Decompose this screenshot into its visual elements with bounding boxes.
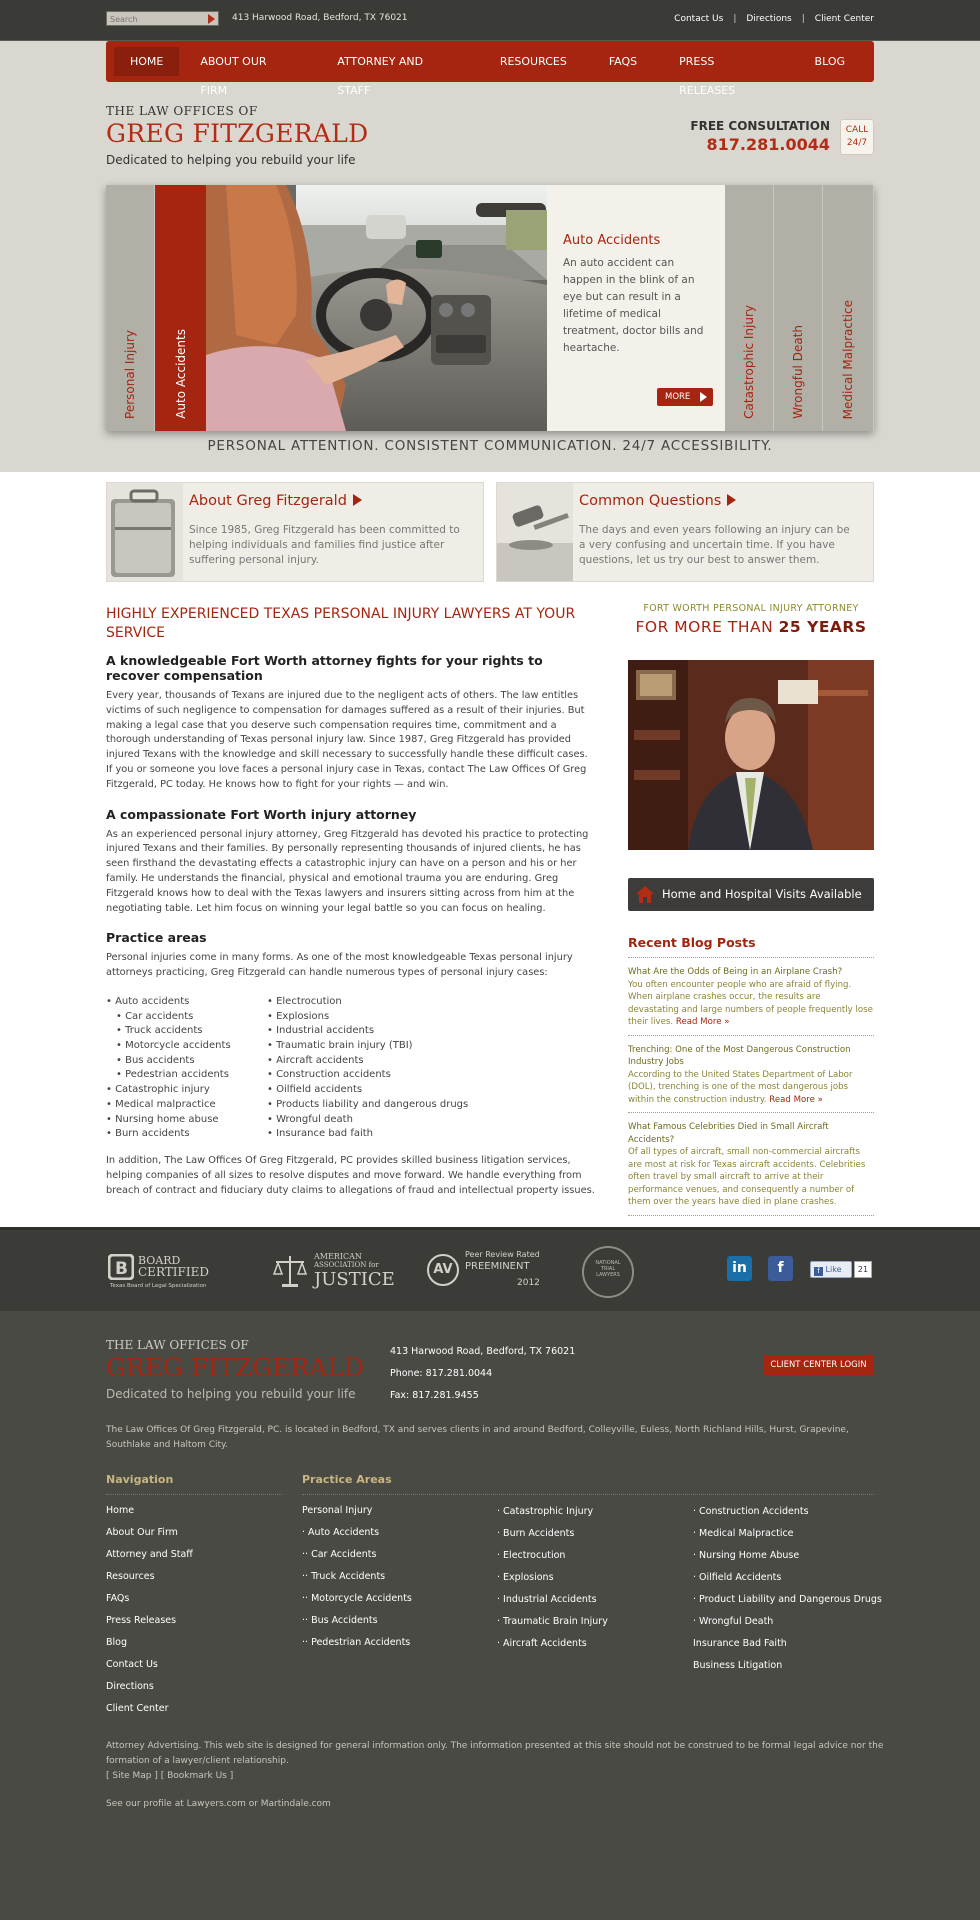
footer-practice-link[interactable]: · Product Liability and Dangerous Drugs [693, 1589, 882, 1611]
footer-nav-directions[interactable]: Directions [106, 1681, 154, 1692]
main-nav [106, 41, 874, 97]
footer [0, 1311, 980, 1920]
list-item: • Truck accidents [106, 1024, 267, 1039]
paragraph-business-litigation: In addition, The Law Offices Of Greg Fitzgerald, PC provides skilled business litigation services, helping companies of all sizes to resolve disputes and move forward. We handle everything from breach of contract and fiduciary duty claims to allegations of fraud and intellectual property issues. [106, 1154, 595, 1196]
hero-slider [106, 185, 874, 431]
logo-pre[interactable]: THE LAW OFFICES OF [106, 104, 258, 118]
contact-us-link[interactable]: Contact Us [674, 14, 724, 24]
about-feature-box[interactable] [106, 482, 484, 582]
slider-tab-personal-injury[interactable]: Personal Injury [106, 185, 155, 431]
about-feature-title[interactable]: About Greg Fitzgerald [189, 493, 362, 509]
blog-post-body: Of all types of aircraft, small non-commercial aircrafts are most at risk for Texas aircraft accidents. Celebrities often travel by small aircraft to arrive at their performance venues, and consequently a number of them over the years have died in plane crashes. [628, 1147, 866, 1207]
footer-practice-link[interactable]: · Aircraft Accidents [497, 1633, 608, 1655]
footer-nav-faqs[interactable]: FAQs [106, 1593, 130, 1604]
consultation-phone[interactable]: 817.281.0044 [706, 135, 830, 154]
list-item: • Aircraft accidents [267, 1054, 517, 1069]
scales-of-justice-icon [272, 1254, 308, 1288]
paragraph-practice-areas: Personal injuries come in many forms. As one of the most knowledgeable Texas personal injury attorneys practicing, Greg Fitzgerald can handle numerous types of personal injury cases: [106, 952, 573, 979]
footer-nav-client-center[interactable]: Client Center [106, 1703, 169, 1714]
list-item: • Burn accidents [106, 1127, 267, 1142]
logo-name[interactable]: GREG FITZGERALD [106, 119, 369, 148]
footer-fax: Fax: 817.281.9455 [390, 1390, 479, 1401]
call-label: CALL [845, 125, 869, 135]
recent-blog-heading: Recent Blog Posts [628, 935, 874, 958]
feature-boxes [106, 482, 874, 582]
house-icon [636, 886, 654, 903]
top-bar [0, 0, 980, 40]
facebook-mini-icon: f [814, 1267, 823, 1276]
footer-address: 413 Harwood Road, Bedford, TX 76021 [390, 1346, 576, 1357]
practice-areas-col1 [106, 995, 267, 1142]
list-item: • Nursing home abuse [106, 1113, 267, 1128]
slider-tab-medical-malpractice[interactable]: Medical Malpractice [823, 185, 874, 431]
sidebar-years: FOR MORE THAN 25 YEARS [635, 618, 867, 636]
consultation-label: FREE CONSULTATION [690, 119, 830, 133]
list-item: • Car accidents [106, 1010, 267, 1025]
footer-practice-link[interactable]: Business Litigation [693, 1660, 783, 1671]
blog-post-title[interactable]: Trenching: One of the Most Dangerous Construction Industry Jobs [628, 1044, 851, 1067]
footer-practice-link[interactable]: ·· Car Accidents [302, 1544, 412, 1566]
footer-practice-link[interactable]: · Explosions [497, 1567, 608, 1589]
footer-practice-link[interactable]: · Burn Accidents [497, 1523, 608, 1545]
slogan: PERSONAL ATTENTION. CONSISTENT COMMUNICATION. 24/7 ACCESSIBILITY. [207, 438, 773, 454]
footer-practice-link[interactable]: ·· Motorcycle Accidents [302, 1588, 412, 1610]
sidebar [628, 603, 874, 1216]
blog-post [628, 1113, 874, 1216]
blog-post-body: You often encounter people who are afraid of flying. When airplane crashes occur, the results are devastating and large numbers of people frequently lose their lives. Read More » [628, 979, 873, 1027]
blog-post-body: According to the United States Department of Labor (DOL), trenching is one of the most dangerous jobs within the construction industry. Read More » [628, 1069, 853, 1105]
footer-about: The Law Offices Of Greg Fitzgerald, PC. is located in Bedford, TX and serves clients in and around Bedford, Colleyville, Euless, North Richland Hills, Hurst, Grapevine, Southlake and Haltom City. [106, 1425, 849, 1450]
footer-practice-link[interactable]: · Electrocution [497, 1545, 608, 1567]
list-item: • Industrial accidents [267, 1024, 517, 1039]
nav-about-our-firm[interactable]: ABOUT OUR FIRM [200, 55, 267, 97]
search-go-icon[interactable] [208, 14, 215, 24]
facebook-like-button[interactable]: f Like [810, 1261, 852, 1278]
footer-legal [106, 1739, 886, 1784]
list-item: • Catastrophic injury [106, 1083, 267, 1098]
logo-tagline: Dedicated to helping you rebuild your life [106, 153, 356, 167]
slide-caption [547, 185, 725, 431]
directions-link[interactable]: Directions [746, 14, 792, 24]
paragraph-intro: Every year, thousands of Texans are injured due to the negligent acts of others. The law entitles victims of such negligence to compensation for damages suffered as a result of their injuries. But making a legal case that you deserve such compensation requires time, commitment and a thorough understanding of Texas personal injury law. Since 1987, Greg Fitzgerald has provided injured Texans with the knowledge and skill necessary to successfully handle these difficult cases. If you or someone you love faces a personal injury case in Texas, contact The Law Offices Of Greg Fitzgerald, PC today. He knows how to fight for your rights — and win. [106, 690, 588, 790]
footer-nav-home[interactable]: Home [106, 1505, 135, 1516]
slide-body: An auto accident can happen in the blink of an eye but can result in a lifetime of medical treatment, doctor bills and heartache. [563, 257, 704, 354]
footer-practice-link[interactable]: ·· Bus Accidents [302, 1610, 412, 1632]
briefcase-image [107, 483, 183, 581]
footer-phone[interactable]: Phone: 817.281.0044 [390, 1368, 493, 1379]
list-item: • Bus accidents [106, 1054, 267, 1069]
blog-post [628, 1036, 874, 1114]
nav-faqs[interactable]: FAQS [608, 55, 638, 68]
av-rating-icon: AV [427, 1254, 459, 1286]
footer-practice-link[interactable]: · Oilfield Accidents [693, 1567, 882, 1589]
gavel-icon [497, 483, 573, 581]
list-item: • Explosions [267, 1010, 517, 1025]
footer-practice-link[interactable]: Insurance Bad Faith [693, 1638, 787, 1649]
footer-nav-press[interactable]: Press Releases [106, 1615, 177, 1626]
av-preeminent-badge[interactable]: AV Peer Review Rated PREEMINENT 2012 [427, 1250, 552, 1294]
footer-nav-resources[interactable]: Resources [106, 1571, 155, 1582]
footer-practice-link[interactable]: · Catastrophic Injury [497, 1501, 608, 1523]
footer-practice-link[interactable]: · Medical Malpractice [693, 1523, 882, 1545]
svg-text:B: B [115, 1259, 128, 1279]
list-item: • Products liability and dangerous drugs [267, 1098, 517, 1113]
list-item: • Auto accidents [106, 995, 267, 1010]
footer-profile-links[interactable]: See our profile at Lawyers.com or Martindale.com [106, 1799, 331, 1809]
questions-feature-body: The days and even years following an injury can be a very confusing and uncertain time. If you have questions, let us try our best to answer them. [579, 524, 850, 566]
facebook-icon[interactable]: f [768, 1256, 793, 1281]
practice-areas-col2 [267, 995, 517, 1142]
list-item: • Electrocution [267, 995, 517, 1010]
nav-resources[interactable]: RESOURCES [499, 55, 567, 68]
footer-practice-col2 [497, 1501, 608, 1655]
blog-post [628, 958, 874, 1036]
subheading-recover-compensation: A knowledgeable Fort Worth attorney fights for your rights to recover compensation [106, 653, 543, 683]
list-item: • Traumatic brain injury (TBI) [267, 1039, 517, 1054]
like-count: 21 [854, 1261, 872, 1278]
home-hospital-visits-button[interactable]: Home and Hospital Visits Available [628, 878, 874, 911]
driver-photo [206, 185, 547, 431]
practice-areas-list [106, 995, 596, 1142]
call-24-7-badge [840, 119, 874, 155]
list-item: • Oilfield accidents [267, 1083, 517, 1098]
footer-practice-col3 [693, 1501, 882, 1677]
subheading-practice-areas: Practice areas [106, 930, 207, 946]
footer-navigation-heading: Navigation [106, 1473, 282, 1495]
about-feature-body: Since 1985, Greg Fitzgerald has been committed to helping individuals and families find justice after suffering personal injury. [189, 524, 460, 566]
slide-photo-driver [206, 185, 547, 431]
list-item: • Pedestrian accidents [106, 1068, 267, 1083]
footer-practice-link[interactable]: ·· Truck Accidents [302, 1566, 412, 1588]
footer-contact [390, 1341, 575, 1407]
site-map-bookmark-links[interactable]: [ Site Map ] [ Bookmark Us ] [106, 1771, 234, 1781]
questions-feature-title[interactable]: Common Questions [579, 493, 736, 509]
blog-post-title[interactable]: What Are the Odds of Being in an Airplane Crash? [628, 967, 843, 977]
footer-practice-col1 [302, 1500, 412, 1654]
list-item: • Insurance bad faith [267, 1127, 517, 1142]
main-content [106, 605, 596, 1210]
footer-nav-blog[interactable]: Blog [106, 1637, 127, 1648]
footer-logo-tagline: Dedicated to helping you rebuild your life [106, 1387, 356, 1401]
footer-practice-link[interactable]: · Industrial Accidents [497, 1589, 608, 1611]
footer-nav-list [106, 1500, 193, 1720]
slide-title: Auto Accidents [563, 233, 661, 248]
slider-tab-catastrophic-injury[interactable]: Catastrophic Injury [725, 185, 774, 431]
subheading-compassionate: A compassionate Fort Worth injury attorney [106, 806, 417, 822]
trial-lawyers-seal[interactable]: NATIONAL TRIAL LAWYERS [582, 1246, 634, 1298]
footer-practice-link[interactable]: · Construction Accidents [693, 1501, 882, 1523]
client-center-login-button[interactable]: CLIENT CENTER LOGIN [763, 1355, 874, 1375]
footer-practice-link[interactable]: · Traumatic Brain Injury [497, 1611, 608, 1633]
footer-logo-name: GREG FITZGERALD [106, 1353, 364, 1382]
briefcase-icon [107, 483, 183, 581]
read-more-link[interactable]: Read More » [769, 1094, 823, 1105]
top-address: 413 Harwood Road, Bedford, TX 76021 [232, 13, 408, 23]
legal-disclaimer: Attorney Advertising. This web site is designed for general information only. The information presented at this site should not be construed to be formal legal advice nor the formation of a lawyer/client relationship. [106, 1741, 884, 1766]
slider-tab-wrongful-death[interactable]: Wrongful Death [774, 185, 823, 431]
read-more-link[interactable]: Read More » [675, 1017, 730, 1027]
footer-practice-link[interactable]: · Nursing Home Abuse [693, 1545, 882, 1567]
blog-post-title[interactable]: What Famous Celebrities Died in Small Aircraft Accidents? [628, 1122, 829, 1145]
questions-feature-box[interactable] [496, 482, 874, 582]
linkedin-icon[interactable]: in [727, 1256, 752, 1281]
header [0, 40, 980, 472]
attorney-photo [628, 660, 874, 850]
free-consultation [680, 119, 830, 154]
sidebar-kicker: FORT WORTH PERSONAL INJURY ATTORNEY [643, 603, 859, 614]
list-item: • Medical malpractice [106, 1098, 267, 1113]
slide-more-button[interactable]: MORE [657, 388, 713, 406]
top-links: Contact Us | Directions | Client Center [664, 14, 874, 24]
list-item: • Construction accidents [267, 1068, 517, 1083]
gavel-image [497, 483, 573, 581]
call-hours: 24/7 [846, 138, 868, 148]
footer-practice-link[interactable]: · Auto Accidents [302, 1522, 412, 1544]
main-heading: HIGHLY EXPERIENCED TEXAS PERSONAL INJURY LAWYERS AT YOUR SERVICE [106, 606, 576, 641]
client-center-link[interactable]: Client Center [814, 14, 874, 24]
footer-nav-contact[interactable]: Contact Us [106, 1659, 158, 1670]
attorney-portrait [628, 660, 874, 850]
board-certified-icon [108, 1254, 134, 1280]
slider-tab-auto-accidents[interactable]: Auto Accidents [155, 185, 206, 431]
nav-home[interactable]: HOME [114, 47, 179, 76]
footer-practice-link[interactable]: Personal Injury [302, 1505, 373, 1516]
nav-blog[interactable]: BLOG [814, 55, 845, 68]
footer-logo-pre: THE LAW OFFICES OF [106, 1338, 249, 1352]
footer-practice-link[interactable]: · Wrongful Death [693, 1611, 882, 1633]
footer-nav-attorney[interactable]: Attorney and Staff [106, 1549, 193, 1560]
footer-nav-about[interactable]: About Our Firm [106, 1527, 178, 1538]
search-box[interactable] [106, 11, 219, 26]
nav-press-releases[interactable]: PRESS RELEASES [679, 55, 736, 97]
search-input[interactable] [107, 13, 203, 26]
list-item: • Motorcycle accidents [106, 1039, 267, 1054]
footer-practice-heading: Practice Areas [302, 1473, 874, 1495]
credentials-band: B BOARD CERTIFIED Texas Board of Legal Specialization AMERICAN ASSOCIATION for JUSTICE AV Peer Review Rated PREEMINENT 2012 NATIONAL TRIAL LAWYERS in f f Like 21 [0, 1227, 980, 1311]
paragraph-compassionate: As an experienced personal injury attorney, Greg Fitzgerald has devoted his practice to protecting injured Texans and their families. By personally representing thousands of injured clients, he has seen firsthand the devastating effects a catastrophic injury can have on a person and his or her family. He understands the financial, physical and emotional trauma you are enduring. Greg Fitzgerald knows how to deal with the Texas lawyers and insurers sitting across from him at the negotiating table. Let him focus on winning your legal battle so you can focus on healing. [106, 828, 589, 914]
footer-practice-link[interactable]: ·· Pedestrian Accidents [302, 1632, 412, 1654]
list-item: • Wrongful death [267, 1113, 517, 1128]
nav-attorney-and-staff[interactable]: ATTORNEY AND STAFF [337, 55, 424, 97]
